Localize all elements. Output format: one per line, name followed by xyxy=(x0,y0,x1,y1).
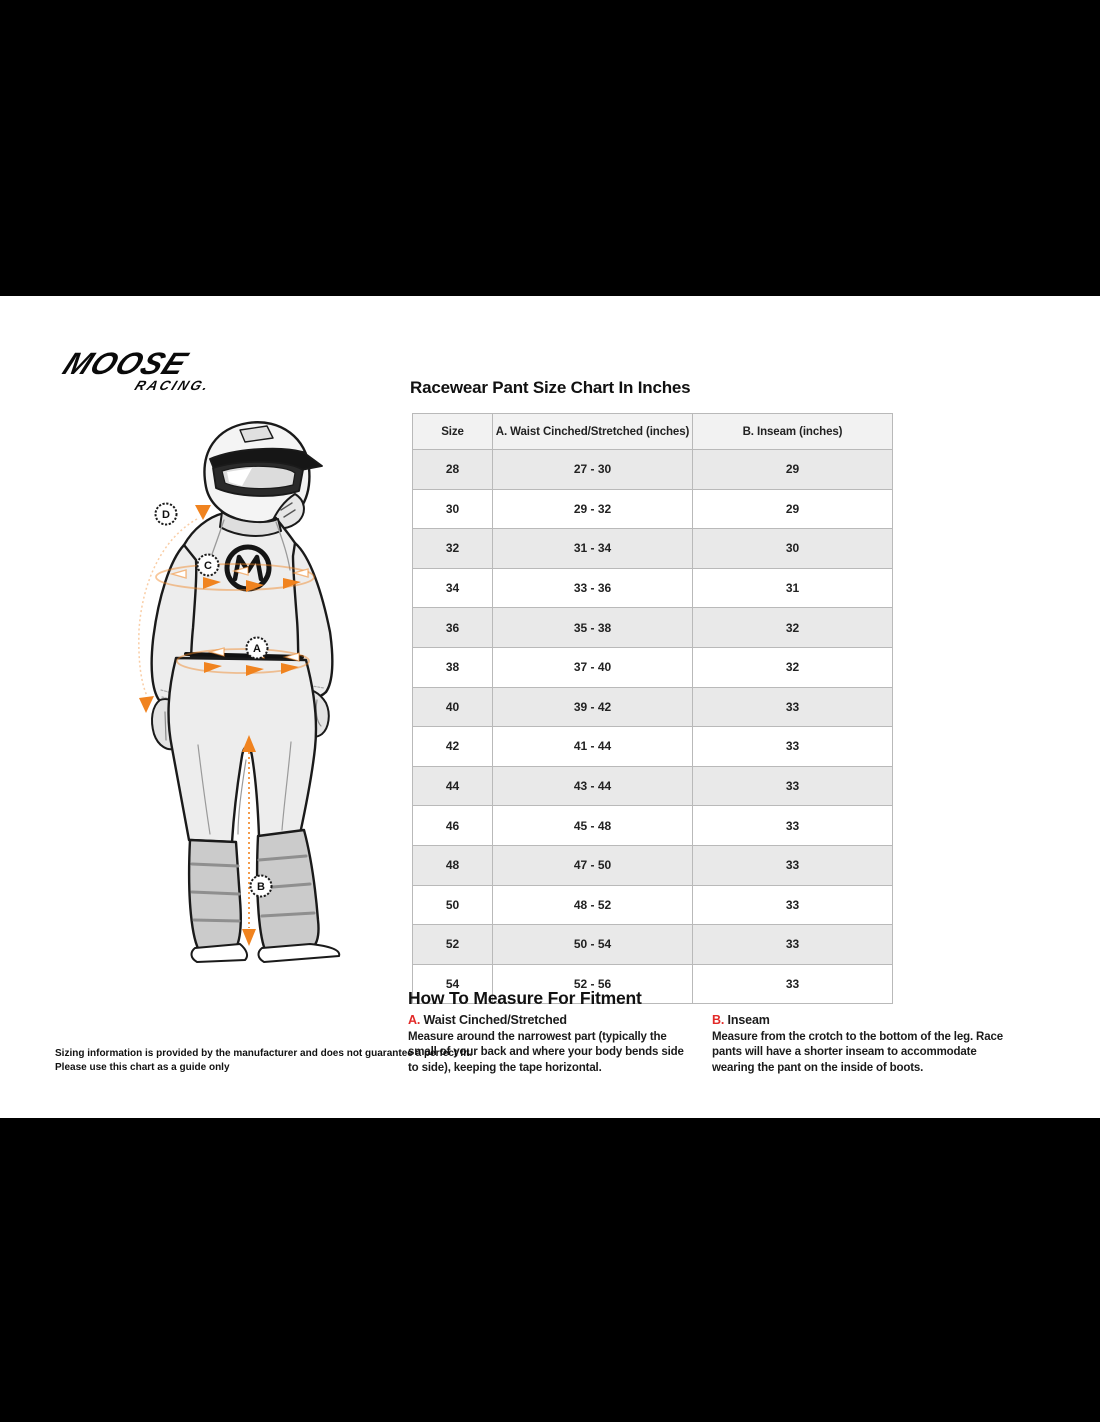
letterbox-bottom xyxy=(0,1118,1100,1422)
table-cell: 33 xyxy=(693,687,893,727)
table-row xyxy=(413,727,893,767)
table-cell: 33 - 36 xyxy=(493,568,693,608)
measure-inseam-body: Measure from the crotch to the bottom of the leg. Race pants will have a shorter inseam to accommodate wearing the pant on the inside of boots. xyxy=(712,1030,1003,1074)
table-cell: 35 - 38 xyxy=(493,608,693,648)
table-cell: 33 xyxy=(693,806,893,846)
table-row xyxy=(413,845,893,885)
table-cell: 34 xyxy=(413,568,493,608)
table-row xyxy=(413,489,893,529)
table-cell: 32 xyxy=(693,608,893,648)
measure-section-inseam xyxy=(712,1013,1004,1076)
disclaimer-line-1: Sizing information is provided by the manufacturer and does not guarantee a perfect fit. xyxy=(55,1048,473,1059)
label-a xyxy=(247,638,268,659)
table-row xyxy=(413,568,893,608)
table-row xyxy=(413,766,893,806)
table-cell: 33 xyxy=(693,766,893,806)
table-row xyxy=(413,450,893,490)
table-cell: 43 - 44 xyxy=(493,766,693,806)
moose-racing-logo xyxy=(52,340,237,400)
table-cell: 31 xyxy=(693,568,893,608)
size-table-body xyxy=(413,450,893,1004)
table-cell: 33 xyxy=(693,964,893,1004)
letterbox-top xyxy=(0,0,1100,296)
table-cell: 41 - 44 xyxy=(493,727,693,767)
logo-racing-text: RACING. xyxy=(132,377,214,393)
label-c xyxy=(198,555,219,576)
measure-inseam-letter: B. xyxy=(712,1013,725,1027)
table-cell: 44 xyxy=(413,766,493,806)
rider-illustration xyxy=(125,415,370,965)
svg-text:D: D xyxy=(162,509,170,521)
table-cell: 31 - 34 xyxy=(493,529,693,569)
table-row xyxy=(413,687,893,727)
table-row xyxy=(413,647,893,687)
table-cell: 32 xyxy=(413,529,493,569)
table-cell: 40 xyxy=(413,687,493,727)
size-table-header-row xyxy=(413,414,893,450)
table-row xyxy=(413,608,893,648)
measure-waist-body: Measure around the narrowest part (typically the small of your back and where your body bends side to side), keeping the tape horizontal. xyxy=(408,1030,684,1074)
svg-text:A: A xyxy=(253,643,261,655)
table-cell: 33 xyxy=(693,885,893,925)
table-cell: 30 xyxy=(693,529,893,569)
table-cell: 30 xyxy=(413,489,493,529)
measure-waist-title: Waist Cinched/Stretched xyxy=(423,1013,567,1027)
measure-inseam-label xyxy=(712,1013,1004,1029)
size-table-header-cell: A. Waist Cinched/Stretched (inches) xyxy=(493,414,693,450)
table-cell: 39 - 42 xyxy=(493,687,693,727)
table-row xyxy=(413,885,893,925)
svg-text:C: C xyxy=(204,560,212,572)
table-cell: 29 xyxy=(693,450,893,490)
table-cell: 50 xyxy=(413,885,493,925)
table-cell: 52 - 56 xyxy=(493,964,693,1004)
disclaimer-text xyxy=(55,1047,595,1074)
measure-waist-letter: A. xyxy=(408,1013,421,1027)
size-table-header-cell: Size xyxy=(413,414,493,450)
table-row xyxy=(413,529,893,569)
table-cell: 33 xyxy=(693,925,893,965)
size-table-header-cell: B. Inseam (inches) xyxy=(693,414,893,450)
table-cell: 52 xyxy=(413,925,493,965)
table-cell: 33 xyxy=(693,845,893,885)
how-to-measure-title: How To Measure For Fitment xyxy=(408,988,642,1008)
table-row xyxy=(413,925,893,965)
measure-waist-label xyxy=(408,1013,696,1029)
label-d xyxy=(156,504,177,525)
table-cell: 50 - 54 xyxy=(493,925,693,965)
table-cell: 36 xyxy=(413,608,493,648)
table-cell: 29 xyxy=(693,489,893,529)
pants-graphic xyxy=(169,658,316,842)
disclaimer-line-2: Please use this chart as a guide only xyxy=(55,1061,230,1073)
table-cell: 32 xyxy=(693,647,893,687)
table-cell: 54 xyxy=(413,964,493,1004)
svg-text:B: B xyxy=(257,881,265,893)
table-row xyxy=(413,806,893,846)
table-cell: 48 xyxy=(413,845,493,885)
table-cell: 28 xyxy=(413,450,493,490)
logo-moose-text: MOOSE xyxy=(57,346,194,381)
table-cell: 33 xyxy=(693,727,893,767)
table-cell: 29 - 32 xyxy=(493,489,693,529)
table-cell: 45 - 48 xyxy=(493,806,693,846)
table-cell: 47 - 50 xyxy=(493,845,693,885)
measure-inseam-title: Inseam xyxy=(727,1013,770,1027)
table-cell: 37 - 40 xyxy=(493,647,693,687)
table-cell: 48 - 52 xyxy=(493,885,693,925)
table-cell: 27 - 30 xyxy=(493,450,693,490)
table-cell: 42 xyxy=(413,727,493,767)
table-cell: 46 xyxy=(413,806,493,846)
size-chart-title: Racewear Pant Size Chart In Inches xyxy=(410,378,691,397)
label-b xyxy=(251,876,272,897)
size-chart-table xyxy=(412,413,893,1004)
table-cell: 38 xyxy=(413,647,493,687)
